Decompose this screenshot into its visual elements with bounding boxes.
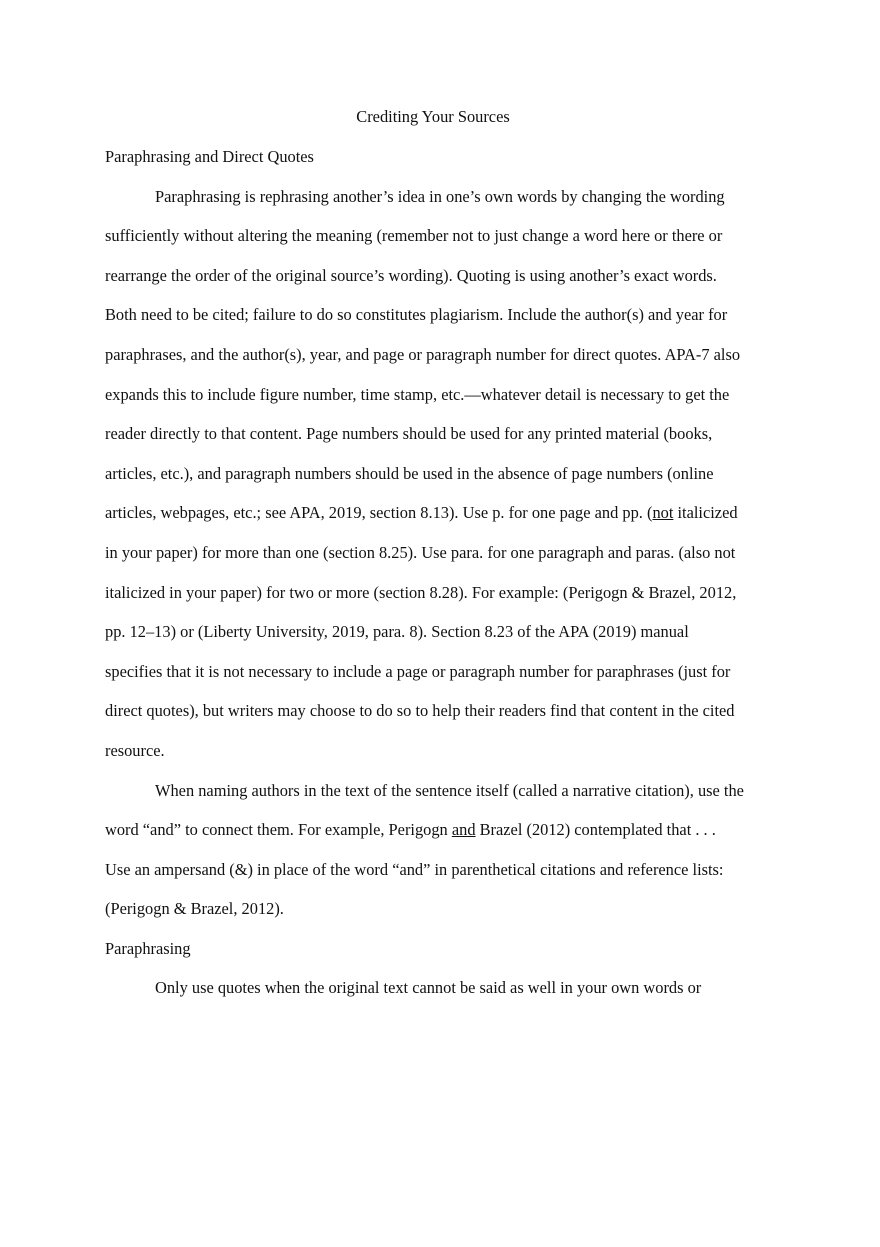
underlined-word-not: not — [652, 503, 674, 523]
paragraph-line: rearrange the order of the original source’s wording). Quoting is using another’s exact words. — [105, 265, 717, 285]
paragraph-line: expands this to include figure number, time stamp, etc.—whatever detail is necessary to get the — [105, 384, 730, 404]
paragraph-line: in your paper) for more than one (section 8.25). Use para. for one paragraph and paras. (also not — [105, 542, 736, 562]
paragraph-paraphrasing-definition — [105, 177, 780, 771]
document-title: Crediting Your Sources — [356, 107, 510, 126]
text-run: Brazel (2012) contemplated that . . . — [475, 820, 716, 840]
document-body — [105, 137, 780, 1008]
paragraph-line: italicized in your paper) for two or more (section 8.28). For example: (Perigogn & Brazel, 2012, — [105, 582, 737, 602]
paragraph-line — [105, 493, 780, 533]
paragraph-line: Only use quotes when the original text cannot be said as well in your own words or — [155, 978, 702, 998]
paragraph-line: articles, etc.), and paragraph numbers should be used in the absence of page numbers (online — [105, 463, 714, 483]
text-run: articles, webpages, etc.; see APA, 2019, section 8.13). Use p. for one page and pp. ( — [105, 503, 653, 523]
underlined-word-and: and — [451, 820, 476, 840]
section-heading-paraphrasing-and-direct-quotes: Paraphrasing and Direct Quotes — [105, 147, 314, 166]
paragraph-line: Use an ampersand (&) in place of the word “and” in parenthetical citations and reference lists: — [105, 859, 724, 879]
text-run: word “and” to connect them. For example, Perigogn — [105, 820, 452, 840]
paragraph-line: (Perigogn & Brazel, 2012). — [105, 899, 284, 919]
text-run: italicized — [673, 503, 738, 523]
paragraph-line: resource. — [105, 740, 165, 760]
paragraph-line: sufficiently without altering the meaning (remember not to just change a word here or there or — [105, 226, 723, 246]
paragraph-line: direct quotes), but writers may choose to do so to help their readers find that content in the cited — [105, 701, 735, 721]
paragraph-narrative-citation — [105, 771, 780, 929]
paragraph-line: reader directly to that content. Page numbers should be used for any printed material (books, — [105, 424, 713, 444]
paragraph-line — [105, 810, 780, 850]
paragraph-line: paraphrases, and the author(s), year, and page or paragraph number for direct quotes. APA-7 also — [105, 344, 741, 364]
paragraph-quotes-usage — [105, 968, 780, 1008]
paragraph-line: specifies that it is not necessary to include a page or paragraph number for paraphrases (just for — [105, 661, 731, 681]
paragraph-line: pp. 12–13) or (Liberty University, 2019, para. 8). Section 8.23 of the APA (2019) manual — [105, 622, 689, 642]
paragraph-line: Paraphrasing is rephrasing another’s idea in one’s own words by changing the wording — [155, 186, 725, 206]
paragraph-line: When naming authors in the text of the sentence itself (called a narrative citation), use the — [155, 780, 744, 800]
paragraph-line: Both need to be cited; failure to do so constitutes plagiarism. Include the author(s) and year for — [105, 305, 728, 325]
section-heading-paraphrasing: Paraphrasing — [105, 938, 191, 958]
